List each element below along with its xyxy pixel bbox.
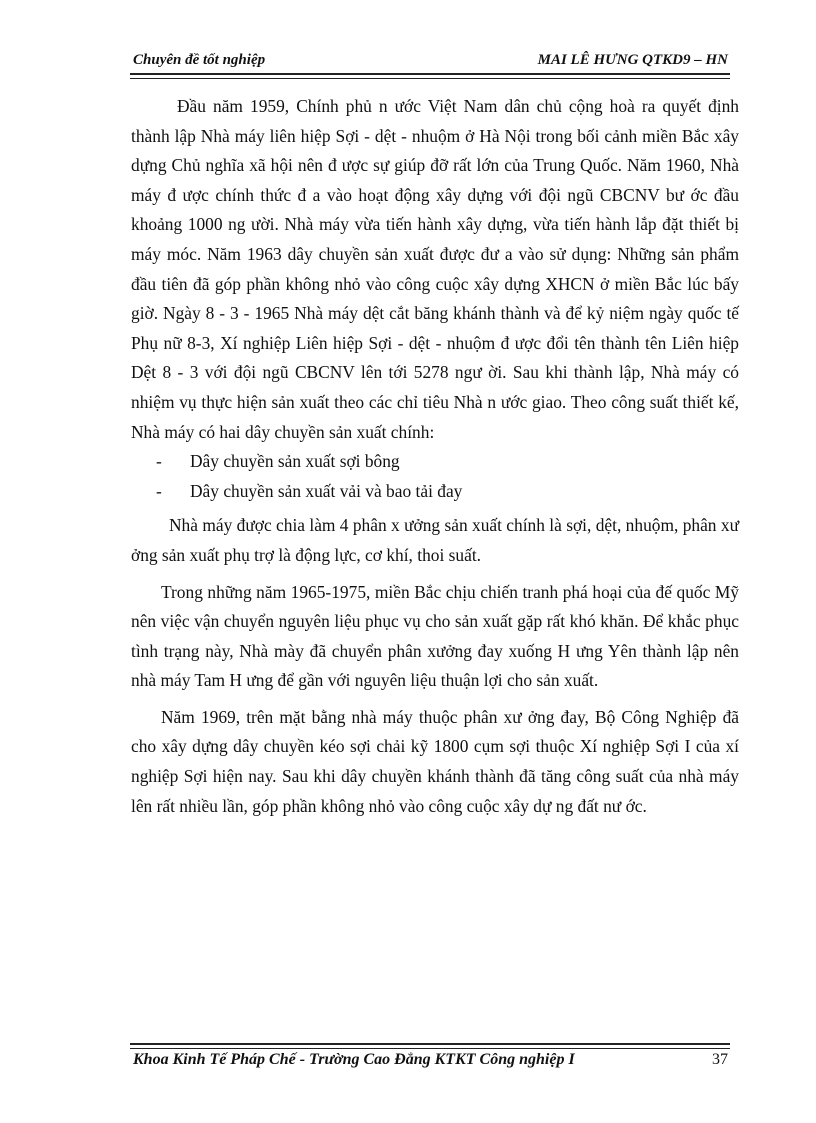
- paragraph-1969: Năm 1969, trên mặt bằng nhà máy thuộc phân xư ởng đay, Bộ Công Nghiệp đã cho xây dựng dây chuyền kéo sợi chải kỹ 1800 cụm sợi thuộc Xí nghiệp Sợi I của xí nghiệp Sợi hiện nay. Sau khi dây chuyền khánh thành đã tăng công suất của nhà máy lên rất nhiều lần, góp phần không nhỏ vào công cuộc xây dự ng đất nư ớc.: [131, 706, 739, 816]
- page-number: 37: [712, 1051, 728, 1068]
- bullet-text: Dây chuyền sản xuất vải và bao tải đay: [190, 480, 463, 501]
- bullet-dash: -: [156, 480, 162, 501]
- header-document-type: Chuyên đề tốt nghiệp: [133, 52, 266, 68]
- bullet-text: Dây chuyền sản xuất sợi bông: [190, 451, 400, 472]
- header-author: MAI LÊ HƯNG QTKD9 – HN: [537, 52, 728, 68]
- header-rule: [130, 73, 730, 79]
- document-body: [131, 92, 739, 821]
- paragraph-workshops: Nhà máy được chia làm 4 phân x ưởng sản xuất chính là sợi, dệt, nhuộm, phân xư ởng sản xuất phụ trợ là động lực, cơ khí, thoi suất.: [131, 515, 739, 565]
- page-header: [130, 50, 730, 72]
- footer-institution: Khoa Kinh Tế Pháp Chế - Trường Cao Đẳng KTKT Công nghiệp I: [133, 1051, 575, 1068]
- bullet-item: [131, 477, 739, 507]
- bullet-item: [131, 447, 739, 477]
- paragraph-war-period: Trong những năm 1965-1975, miền Bắc chịu chiến tranh phá hoại của đế quốc Mỹ nên việc vận chuyển nguyên liệu phục vụ cho sản xuất gặp rất khó khăn. Để khắc phục tình trạng này, Nhà mày đã chuyển phân xưởng đay xuống H ưng Yên thành lập nên nhà máy Tam H ưng để gần với nguyên liệu thuận lợi cho sản xuất.: [131, 581, 739, 691]
- page-footer: [130, 1048, 730, 1072]
- bullet-dash: -: [156, 451, 162, 472]
- paragraph-history: Đầu năm 1959, Chính phủ n ước Việt Nam dân chủ cộng hoà ra quyết định thành lập Nhà máy liên hiệp Sợi - dệt - nhuộm ở Hà Nội trong bối cảnh miền Bắc xây dựng Chủ nghĩa xã hội nên đ ược sự giúp đỡ rất lớn của Trung Quốc. Năm 1960, Nhà máy đ ược chính thức đ a vào hoạt động xây dựng với đội ngũ CBCNV bư ớc đầu khoảng 1000 ng ười. Nhà máy vừa tiến hành xây dựng, vừa tiến hành lắp đặt thiết bị máy móc. Năm 1963 dây chuyền sản xuất được đư a vào sử dụng: Những sản phẩm đầu tiên đã góp phần không nhỏ vào công cuộc xây dựng XHCN ở miền Bắc lúc bấy giờ. Ngày 8 - 3 - 1965 Nhà máy dệt cắt băng khánh thành và để kỷ niệm ngày quốc tế Phụ nữ 8-3, Xí nghiệp Liên hiệp Sợi - dệt - nhuộm đ ược đổi tên thành tên Liên hiệp Dệt 8 - 3 với đội ngũ CBCNV lên tới 5278 ngư ời. Sau khi thành lập, Nhà máy có nhiệm vụ thực hiện sản xuất theo các chỉ tiêu Nhà n ước giao. Theo công suất thiết kế, Nhà máy có hai dây chuyền sản xuất chính:: [131, 96, 739, 442]
